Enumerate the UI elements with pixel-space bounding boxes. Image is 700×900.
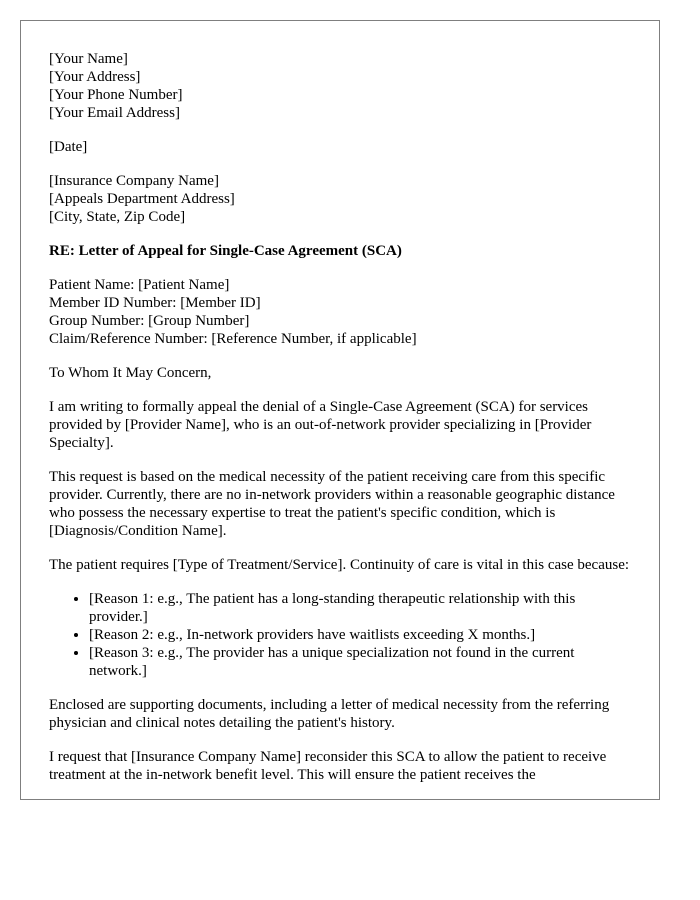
- claim-reference: Claim/Reference Number: [Reference Number, if applicable]: [49, 331, 417, 347]
- group-number: Group Number: [Group Number]: [49, 313, 250, 329]
- enclosed-paragraph: Enclosed are supporting documents, including a letter of medical necessity from the referring physician and clinical notes detailing the patient's history.: [49, 697, 610, 731]
- sender-name: [Your Name]: [49, 51, 128, 67]
- sender-address: [Your Address]: [49, 69, 141, 85]
- salutation: To Whom It May Concern,: [49, 365, 212, 381]
- list-item: • [Reason 1: e.g., The patient has a long-standing therapeutic relationship with this provider.]: [89, 590, 631, 626]
- request-paragraph: I request that [Insurance Company Name] reconsider this SCA to allow the patient to receive treatment at the in-network benefit level. This will ensure the patient receives the: [49, 749, 607, 783]
- recipient-department-address: [Appeals Department Address]: [49, 191, 235, 207]
- patient-name: Patient Name: [Patient Name]: [49, 277, 230, 293]
- recipient-block: [49, 172, 631, 226]
- sender-email: [Your Email Address]: [49, 105, 180, 121]
- member-id: Member ID Number: [Member ID]: [49, 295, 261, 311]
- letter-content: [21, 21, 659, 784]
- sender-phone: [Your Phone Number]: [49, 87, 183, 103]
- reasons-list: [49, 590, 631, 680]
- recipient-city-state-zip: [City, State, Zip Code]: [49, 209, 186, 225]
- continuity-paragraph: The patient requires [Type of Treatment/Service]. Continuity of care is vital in this case because:: [49, 557, 630, 573]
- letter-page: [20, 20, 660, 800]
- subject-line: RE: Letter of Appeal for Single-Case Agreement (SCA): [49, 243, 402, 259]
- date-block: [49, 138, 631, 156]
- intro-paragraph: I am writing to formally appeal the denial of a Single-Case Agreement (SCA) for services provided by [Provider Name], who is an out-of-network provider specializing in [Provider Specialty].: [49, 399, 592, 451]
- recipient-company: [Insurance Company Name]: [49, 173, 219, 189]
- patient-info-block: [49, 276, 631, 348]
- sender-block: [49, 50, 631, 122]
- necessity-paragraph: This request is based on the medical necessity of the patient receiving care from this specific provider. Currently, there are no in-network providers within a reasonable geographic distance who possess the necessary expertise to treat the patient's specific condition, which is [Diagnosis/Condition Name].: [49, 469, 615, 539]
- letter-date: [Date]: [49, 139, 88, 155]
- list-item: • [Reason 3: e.g., The provider has a unique specialization not found in the current network.]: [89, 644, 631, 680]
- list-item: • [Reason 2: e.g., In-network providers have waitlists exceeding X months.]: [89, 626, 631, 644]
